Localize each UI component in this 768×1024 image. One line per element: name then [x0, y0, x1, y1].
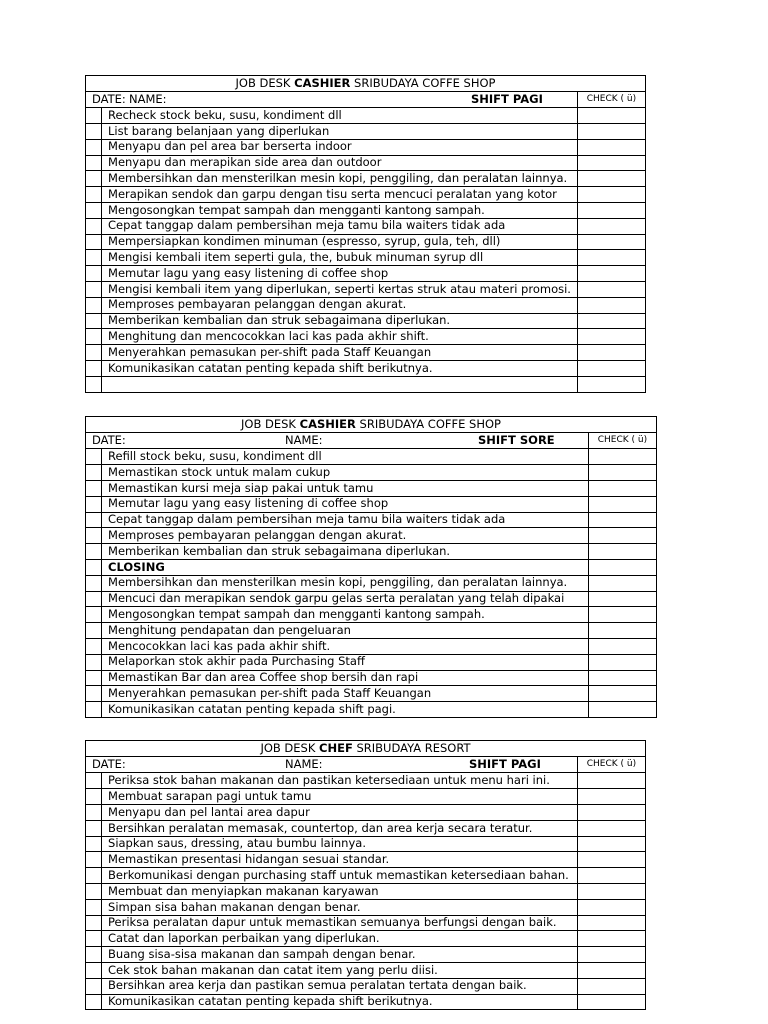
- row-marker-cell: [86, 947, 102, 963]
- task-text: Memastikan kursi meja siap pakai untuk tamu: [102, 480, 589, 496]
- check-cell[interactable]: [588, 702, 656, 718]
- task-text: Mencocokkan laci kas pada akhir shift.: [102, 638, 589, 654]
- check-cell[interactable]: [588, 559, 656, 575]
- check-cell[interactable]: [577, 376, 645, 392]
- task-text: Menyerahkan pemasukan per-shift pada Staff Keuangan: [102, 686, 589, 702]
- title-row: [86, 741, 646, 757]
- task-row: [86, 250, 646, 266]
- task-text: Menyerahkan pemasukan per-shift pada Staff Keuangan: [102, 345, 578, 361]
- job-desk-cashier-pagi-table: [85, 75, 646, 393]
- check-cell[interactable]: [577, 947, 645, 963]
- task-text: Catat dan laporkan perbaikan yang diperlukan.: [102, 931, 578, 947]
- row-marker-cell: [86, 820, 102, 836]
- check-cell[interactable]: [577, 360, 645, 376]
- task-row: [86, 266, 646, 282]
- check-cell[interactable]: [588, 480, 656, 496]
- task-text: Merapikan sendok dan garpu dengan tisu serta mencuci peralatan yang kotor: [102, 187, 578, 203]
- row-marker-cell: [86, 591, 102, 607]
- row-marker-cell: [86, 250, 102, 266]
- check-cell[interactable]: [577, 978, 645, 994]
- task-row: [86, 884, 646, 900]
- row-marker-cell: [86, 313, 102, 329]
- row-marker-cell: [86, 266, 102, 282]
- check-cell[interactable]: [577, 963, 645, 979]
- table-title: [86, 76, 646, 92]
- task-text: Periksa peralatan dapur untuk memastikan semuanya berfungsi dengan baik.: [102, 915, 578, 931]
- title-role: CASHIER: [294, 75, 351, 90]
- row-marker-cell: [86, 108, 102, 124]
- task-row: [86, 218, 646, 234]
- task-text: Membuat sarapan pagi untuk tamu: [102, 789, 578, 805]
- task-text: Mencuci dan merapikan sendok garpu gelas serta peralatan yang telah dipakai: [102, 591, 589, 607]
- check-cell[interactable]: [588, 670, 656, 686]
- title-prefix: JOB DESK: [235, 75, 291, 90]
- task-text: Simpan sisa bahan makanan dengan benar.: [102, 899, 578, 915]
- shift-label: SHIFT SORE: [478, 432, 555, 447]
- title-row: [86, 417, 657, 433]
- task-text: Recheck stock beku, susu, kondiment dll: [102, 108, 578, 124]
- check-cell[interactable]: [577, 281, 645, 297]
- task-text: Komunikasikan catatan penting kepada shift pagi.: [102, 702, 589, 718]
- task-row: [86, 155, 646, 171]
- check-cell[interactable]: [588, 449, 656, 465]
- row-marker-cell: [86, 559, 102, 575]
- task-row: [86, 528, 657, 544]
- row-marker-cell: [86, 899, 102, 915]
- task-text: Menghitung pendapatan dan pengeluaran: [102, 623, 589, 639]
- task-row: [86, 607, 657, 623]
- row-marker-cell: [86, 623, 102, 639]
- task-text: Komunikasikan catatan penting kepada shift berikutnya.: [102, 360, 578, 376]
- task-row: [86, 512, 657, 528]
- row-marker-cell: [86, 465, 102, 481]
- task-row: [86, 376, 646, 392]
- task-row: [86, 297, 646, 313]
- row-marker-cell: [86, 773, 102, 789]
- check-cell[interactable]: [588, 575, 656, 591]
- check-cell[interactable]: [577, 329, 645, 345]
- task-row: [86, 465, 657, 481]
- task-text: Memproses pembayaran pelanggan dengan akurat.: [102, 528, 589, 544]
- task-row: [86, 899, 646, 915]
- task-text: Memastikan presentasi hidangan sesuai standar.: [102, 852, 578, 868]
- task-row: [86, 202, 646, 218]
- row-marker-cell: [86, 805, 102, 821]
- check-cell[interactable]: [577, 202, 645, 218]
- check-cell[interactable]: [577, 187, 645, 203]
- task-row: [86, 496, 657, 512]
- task-text: Memutar lagu yang easy listening di coffee shop: [102, 496, 589, 512]
- row-marker-cell: [86, 994, 102, 1010]
- task-text: Buang sisa-sisa makanan dan sampah dengan benar.: [102, 947, 578, 963]
- check-cell[interactable]: [577, 139, 645, 155]
- task-text: Memproses pembayaran pelanggan dengan akurat.: [102, 297, 578, 313]
- check-cell[interactable]: [577, 155, 645, 171]
- task-text: Mengisi kembali item yang diperlukan, seperti kertas struk atau materi promosi.: [102, 281, 578, 297]
- check-cell[interactable]: [577, 218, 645, 234]
- task-row: [86, 449, 657, 465]
- task-row: [86, 360, 646, 376]
- header-row: [86, 756, 646, 773]
- row-marker-cell: [86, 187, 102, 203]
- title-prefix: JOB DESK: [260, 740, 316, 755]
- row-marker-cell: [86, 963, 102, 979]
- row-marker-cell: [86, 234, 102, 250]
- header-cell: [86, 432, 589, 449]
- row-marker-cell: [86, 789, 102, 805]
- row-marker-cell: [86, 868, 102, 884]
- check-cell[interactable]: [577, 915, 645, 931]
- title-suffix: SRIBUDAYA COFFE SHOP: [354, 75, 496, 90]
- check-cell[interactable]: [588, 623, 656, 639]
- check-cell[interactable]: [577, 773, 645, 789]
- task-text: Siapkan saus, dressing, atau bumbu lainnya.: [102, 836, 578, 852]
- task-text: Bersihkan area kerja dan pastikan semua peralatan tertata dengan baik.: [102, 978, 578, 994]
- task-row: [86, 702, 657, 718]
- task-row: [86, 852, 646, 868]
- task-row: [86, 868, 646, 884]
- task-text: Periksa stok bahan makanan dan pastikan ketersediaan untuk menu hari ini.: [102, 773, 578, 789]
- row-marker-cell: [86, 607, 102, 623]
- name-label: NAME:: [285, 432, 323, 447]
- date-label: DATE:: [92, 91, 126, 106]
- task-text: Membuat dan menyiapkan makanan karyawan: [102, 884, 578, 900]
- task-row: [86, 978, 646, 994]
- check-cell[interactable]: [577, 994, 645, 1010]
- task-row: [86, 591, 657, 607]
- row-marker-cell: [86, 884, 102, 900]
- task-text: Memberikan kembalian dan struk sebagaimana diperlukan.: [102, 544, 589, 560]
- task-text: Menyapu dan pel area bar berserta indoor: [102, 139, 578, 155]
- row-marker-cell: [86, 512, 102, 528]
- shift-label: SHIFT PAGI: [469, 756, 541, 771]
- task-row: [86, 638, 657, 654]
- table-title: [86, 417, 657, 433]
- task-text: Refill stock beku, susu, kondiment dll: [102, 449, 589, 465]
- task-row: [86, 836, 646, 852]
- task-row: [86, 805, 646, 821]
- row-marker-cell: [86, 931, 102, 947]
- check-header: CHECK ( ü): [577, 756, 645, 773]
- check-cell[interactable]: [588, 496, 656, 512]
- row-marker-cell: [86, 281, 102, 297]
- row-marker-cell: [86, 686, 102, 702]
- task-text: Memberikan kembalian dan struk sebagaimana diperlukan.: [102, 313, 578, 329]
- task-row: [86, 187, 646, 203]
- row-marker-cell: [86, 123, 102, 139]
- task-row: [86, 329, 646, 345]
- row-marker-cell: [86, 638, 102, 654]
- title-suffix: SRIBUDAYA COFFE SHOP: [359, 416, 501, 431]
- task-text: Mengisi kembali item seperti gula, the, bubuk minuman syrup dll: [102, 250, 578, 266]
- task-row: [86, 915, 646, 931]
- task-text: Menyapu dan pel lantai area dapur: [102, 805, 578, 821]
- check-cell[interactable]: [577, 266, 645, 282]
- task-row: [86, 654, 657, 670]
- task-row: [86, 123, 646, 139]
- task-row: [86, 575, 657, 591]
- row-marker-cell: [86, 171, 102, 187]
- task-row: [86, 623, 657, 639]
- job-desk-cashier-sore-table: [85, 416, 657, 718]
- task-row: [86, 670, 657, 686]
- task-text: Melaporkan stok akhir pada Purchasing Staff: [102, 654, 589, 670]
- name-label: NAME:: [285, 756, 323, 771]
- title-suffix: SRIBUDAYA RESORT: [356, 740, 471, 755]
- check-cell[interactable]: [577, 868, 645, 884]
- task-row: [86, 139, 646, 155]
- check-cell[interactable]: [588, 544, 656, 560]
- row-marker-cell: [86, 544, 102, 560]
- date-label: DATE:: [92, 432, 126, 447]
- title-row: [86, 76, 646, 92]
- check-cell[interactable]: [577, 108, 645, 124]
- task-row: [86, 820, 646, 836]
- check-cell[interactable]: [588, 686, 656, 702]
- check-cell[interactable]: [588, 465, 656, 481]
- check-cell[interactable]: [577, 899, 645, 915]
- check-cell[interactable]: [577, 123, 645, 139]
- check-cell[interactable]: [577, 313, 645, 329]
- row-marker-cell: [86, 575, 102, 591]
- check-cell[interactable]: [577, 250, 645, 266]
- task-text: Mengosongkan tempat sampah dan mengganti kantong sampah.: [102, 607, 589, 623]
- task-text: Menghitung dan mencocokkan laci kas pada akhir shift.: [102, 329, 578, 345]
- task-text: Cepat tanggap dalam pembersihan meja tamu bila waiters tidak ada: [102, 218, 578, 234]
- check-cell[interactable]: [577, 789, 645, 805]
- check-cell[interactable]: [577, 931, 645, 947]
- task-row: [86, 234, 646, 250]
- table-title: [86, 741, 646, 757]
- row-marker-cell: [86, 360, 102, 376]
- title-role: CHEF: [319, 740, 353, 755]
- task-row: [86, 544, 657, 560]
- title-role: CASHIER: [299, 416, 356, 431]
- header-row: [86, 432, 657, 449]
- task-text: Membersihkan dan mensterilkan mesin kopi, penggiling, dan peralatan lainnya.: [102, 575, 589, 591]
- task-row: [86, 773, 646, 789]
- title-prefix: JOB DESK: [241, 416, 296, 431]
- row-marker-cell: [86, 218, 102, 234]
- task-text: Mengosongkan tempat sampah dan mengganti kantong sampah.: [102, 202, 578, 218]
- check-cell[interactable]: [588, 512, 656, 528]
- date-label: DATE:: [92, 756, 126, 771]
- row-marker-cell: [86, 155, 102, 171]
- task-row: [86, 281, 646, 297]
- task-text: Bersihkan peralatan memasak, countertop, dan area kerja secara teratur.: [102, 820, 578, 836]
- row-marker-cell: [86, 836, 102, 852]
- task-text: Memastikan Bar dan area Coffee shop bersih dan rapi: [102, 670, 589, 686]
- row-marker-cell: [86, 702, 102, 718]
- row-marker-cell: [86, 449, 102, 465]
- row-marker-cell: [86, 329, 102, 345]
- check-cell[interactable]: [577, 171, 645, 187]
- job-desk-chef-pagi-table: [85, 740, 646, 1010]
- check-cell[interactable]: [577, 852, 645, 868]
- task-text: Menyapu dan merapikan side area dan outdoor: [102, 155, 578, 171]
- check-cell[interactable]: [577, 297, 645, 313]
- row-marker-cell: [86, 978, 102, 994]
- row-marker-cell: [86, 376, 102, 392]
- task-row: [86, 686, 657, 702]
- task-row: [86, 994, 646, 1010]
- header-row: [86, 91, 646, 107]
- task-row: [86, 313, 646, 329]
- check-cell[interactable]: [588, 528, 656, 544]
- shift-label: SHIFT PAGI: [471, 91, 543, 106]
- row-marker-cell: [86, 654, 102, 670]
- row-marker-cell: [86, 915, 102, 931]
- task-text: Cepat tanggap dalam pembersihan meja tamu bila waiters tidak ada: [102, 512, 589, 528]
- check-cell[interactable]: [577, 805, 645, 821]
- task-row: [86, 345, 646, 361]
- task-row: [86, 789, 646, 805]
- row-marker-cell: [86, 297, 102, 313]
- name-label: NAME:: [129, 91, 167, 106]
- task-row: [86, 947, 646, 963]
- task-text: Membersihkan dan mensterilkan mesin kopi, penggiling, dan peralatan lainnya.: [102, 171, 578, 187]
- row-marker-cell: [86, 852, 102, 868]
- task-text: Mempersiapkan kondimen minuman (espresso, syrup, gula, teh, dll): [102, 234, 578, 250]
- check-cell[interactable]: [577, 884, 645, 900]
- check-cell[interactable]: [588, 591, 656, 607]
- header-cell: [86, 91, 578, 107]
- task-text: List barang belanjaan yang diperlukan: [102, 123, 578, 139]
- row-marker-cell: [86, 528, 102, 544]
- task-row: [86, 171, 646, 187]
- task-row: [86, 480, 657, 496]
- row-marker-cell: [86, 139, 102, 155]
- check-cell[interactable]: [577, 345, 645, 361]
- check-header: CHECK ( ü): [588, 432, 656, 449]
- task-row: [86, 559, 657, 575]
- header-cell: [86, 756, 578, 773]
- task-text: Memutar lagu yang easy listening di coffee shop: [102, 266, 578, 282]
- task-text: [102, 376, 578, 392]
- check-cell[interactable]: [577, 836, 645, 852]
- row-marker-cell: [86, 496, 102, 512]
- check-cell[interactable]: [588, 654, 656, 670]
- row-marker-cell: [86, 480, 102, 496]
- check-cell[interactable]: [577, 820, 645, 836]
- task-row: [86, 108, 646, 124]
- row-marker-cell: [86, 345, 102, 361]
- task-row: [86, 931, 646, 947]
- check-cell[interactable]: [588, 638, 656, 654]
- task-row: [86, 963, 646, 979]
- row-marker-cell: [86, 202, 102, 218]
- task-text: CLOSING: [102, 559, 589, 575]
- check-cell[interactable]: [588, 607, 656, 623]
- task-text: Cek stok bahan makanan dan catat item yang perlu diisi.: [102, 963, 578, 979]
- task-text: Berkomunikasi dengan purchasing staff untuk memastikan ketersediaan bahan.: [102, 868, 578, 884]
- check-header: CHECK ( ü): [577, 91, 645, 107]
- task-text: Komunikasikan catatan penting kepada shift berikutnya.: [102, 994, 578, 1010]
- check-cell[interactable]: [577, 234, 645, 250]
- row-marker-cell: [86, 670, 102, 686]
- task-text: Memastikan stock untuk malam cukup: [102, 465, 589, 481]
